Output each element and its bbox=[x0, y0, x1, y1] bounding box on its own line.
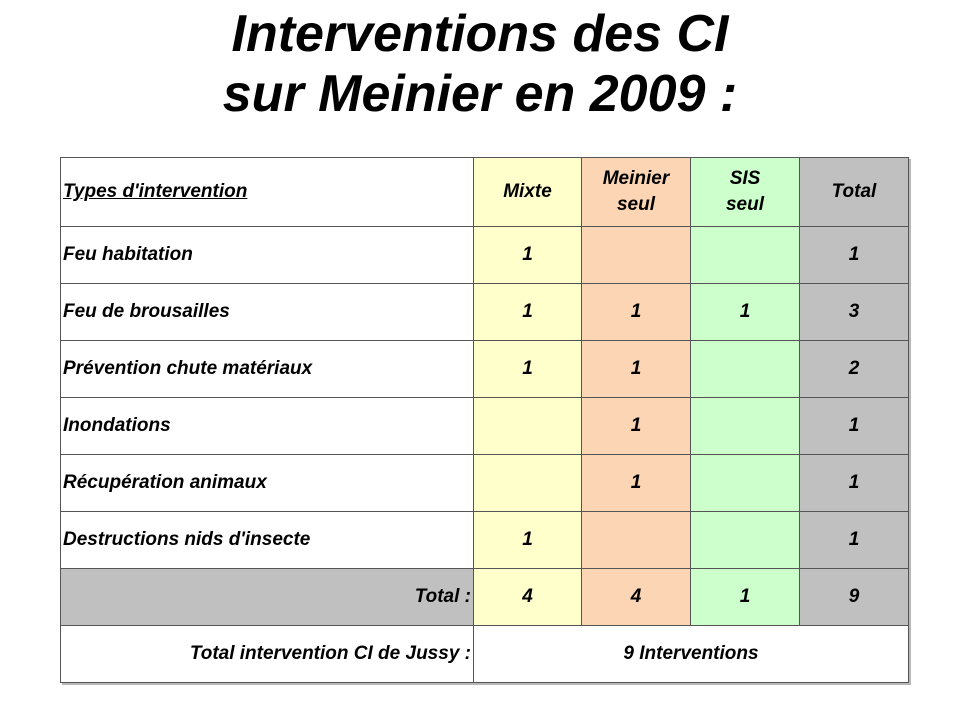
row-meinier: 1 bbox=[582, 284, 691, 341]
totals-mixte: 4 bbox=[474, 569, 582, 626]
table-row bbox=[61, 512, 909, 569]
header-type: Types d'intervention bbox=[61, 158, 474, 227]
row-mixte bbox=[474, 398, 582, 455]
row-sis bbox=[691, 341, 800, 398]
totals-sis: 1 bbox=[691, 569, 800, 626]
totals-row bbox=[61, 569, 909, 626]
row-total: 1 bbox=[800, 398, 909, 455]
row-type: Inondations bbox=[61, 398, 474, 455]
row-mixte bbox=[474, 455, 582, 512]
row-meinier: 1 bbox=[582, 398, 691, 455]
row-mixte: 1 bbox=[474, 227, 582, 284]
row-meinier bbox=[582, 512, 691, 569]
totals-total: 9 bbox=[800, 569, 909, 626]
header-row bbox=[61, 158, 909, 227]
totals-label: Total : bbox=[61, 569, 474, 626]
row-total: 1 bbox=[800, 455, 909, 512]
row-mixte: 1 bbox=[474, 284, 582, 341]
page-title bbox=[0, 4, 960, 124]
header-sis-seul: SIS seul bbox=[691, 158, 800, 227]
row-meinier: 1 bbox=[582, 341, 691, 398]
row-sis: 1 bbox=[691, 284, 800, 341]
row-meinier bbox=[582, 227, 691, 284]
grand-total-label: Total intervention CI de Jussy : bbox=[61, 626, 474, 683]
header-mixte: Mixte bbox=[474, 158, 582, 227]
row-type: Feu de brousailles bbox=[61, 284, 474, 341]
row-total: 2 bbox=[800, 341, 909, 398]
row-type: Destructions nids d'insecte bbox=[61, 512, 474, 569]
title-line-1: Interventions des CI bbox=[231, 5, 729, 63]
table-row bbox=[61, 341, 909, 398]
title-line-2: sur Meinier en 2009 : bbox=[222, 65, 738, 123]
table-row bbox=[61, 227, 909, 284]
row-total: 1 bbox=[800, 227, 909, 284]
row-type: Feu habitation bbox=[61, 227, 474, 284]
table-row bbox=[61, 284, 909, 341]
table-row bbox=[61, 398, 909, 455]
row-total: 1 bbox=[800, 512, 909, 569]
row-sis bbox=[691, 512, 800, 569]
row-meinier: 1 bbox=[582, 455, 691, 512]
header-meinier-seul: Meinier seul bbox=[582, 158, 691, 227]
row-sis bbox=[691, 227, 800, 284]
row-mixte: 1 bbox=[474, 341, 582, 398]
interventions-table bbox=[60, 157, 909, 683]
row-type: Prévention chute matériaux bbox=[61, 341, 474, 398]
row-total: 3 bbox=[800, 284, 909, 341]
header-total: Total bbox=[800, 158, 909, 227]
grand-total-value: 9 Interventions bbox=[474, 626, 909, 683]
row-sis bbox=[691, 455, 800, 512]
row-sis bbox=[691, 398, 800, 455]
table-row bbox=[61, 455, 909, 512]
totals-meinier: 4 bbox=[582, 569, 691, 626]
row-mixte: 1 bbox=[474, 512, 582, 569]
row-type: Récupération animaux bbox=[61, 455, 474, 512]
grand-total-row bbox=[61, 626, 909, 683]
